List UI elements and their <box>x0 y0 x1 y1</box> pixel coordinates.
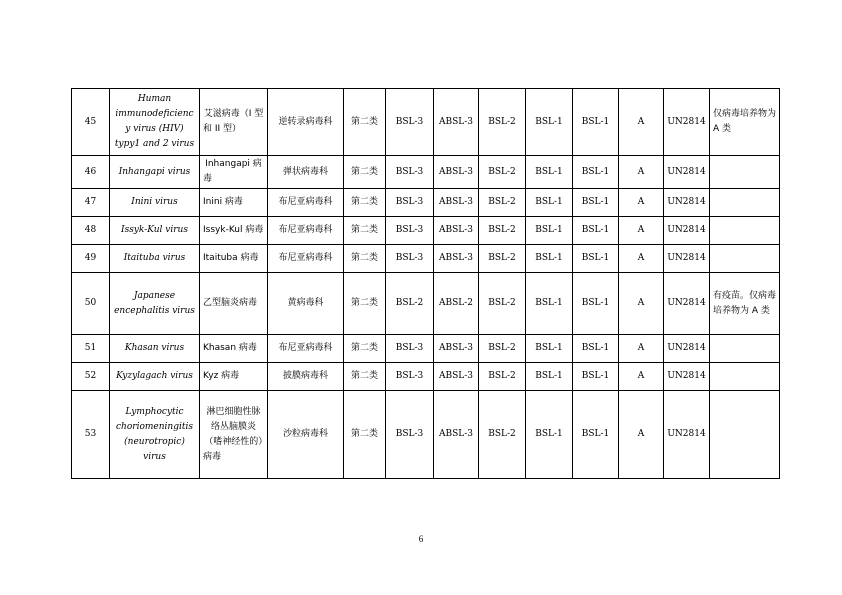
chinese-name-cell: Khasan 病毒 <box>200 335 268 363</box>
transport-category-cell: A <box>619 217 664 245</box>
animal-lab-level-cell: ABSL-3 <box>434 217 479 245</box>
transport-category-cell: A <box>619 245 664 273</box>
virus-family-cell: 布尼亚病毒科 <box>268 189 344 217</box>
lab-level-d-cell: BSL-1 <box>573 273 619 335</box>
lab-level-d-cell: BSL-1 <box>573 391 619 479</box>
lab-level-d-cell: BSL-1 <box>573 245 619 273</box>
lab-level-d-cell: BSL-1 <box>573 89 619 156</box>
row-number-cell: 51 <box>72 335 110 363</box>
table-row <box>72 335 780 363</box>
hazard-category-cell: 第二类 <box>344 391 386 479</box>
remarks-cell <box>710 335 780 363</box>
hazard-category-cell: 第二类 <box>344 273 386 335</box>
un-number-cell: UN2814 <box>664 391 710 479</box>
table-row <box>72 217 780 245</box>
lab-level-b-cell: BSL-2 <box>479 391 526 479</box>
row-number-cell: 48 <box>72 217 110 245</box>
table-row <box>72 273 780 335</box>
un-number-cell: UN2814 <box>664 156 710 189</box>
un-number-cell: UN2814 <box>664 335 710 363</box>
lab-level-a-cell: BSL-3 <box>386 363 434 391</box>
lab-level-b-cell: BSL-2 <box>479 335 526 363</box>
lab-level-c-cell: BSL-1 <box>526 156 573 189</box>
lab-level-b-cell: BSL-2 <box>479 189 526 217</box>
transport-category-cell: A <box>619 156 664 189</box>
lab-level-a-cell: BSL-3 <box>386 89 434 156</box>
lab-level-b-cell: BSL-2 <box>479 273 526 335</box>
lab-level-c-cell: BSL-1 <box>526 273 573 335</box>
lab-level-d-cell: BSL-1 <box>573 217 619 245</box>
lab-level-c-cell: BSL-1 <box>526 89 573 156</box>
un-number-cell: UN2814 <box>664 217 710 245</box>
virus-name-cell: Human immunodeficiency virus (HIV) typy1 and 2 virus <box>110 89 200 156</box>
animal-lab-level-cell: ABSL-3 <box>434 363 479 391</box>
lab-level-c-cell: BSL-1 <box>526 391 573 479</box>
row-number-cell: 52 <box>72 363 110 391</box>
lab-level-b-cell: BSL-2 <box>479 156 526 189</box>
transport-category-cell: A <box>619 89 664 156</box>
virus-family-cell: 黄病毒科 <box>268 273 344 335</box>
lab-level-d-cell: BSL-1 <box>573 335 619 363</box>
lab-level-b-cell: BSL-2 <box>479 363 526 391</box>
virus-family-cell: 布尼亚病毒科 <box>268 335 344 363</box>
lab-level-d-cell: BSL-1 <box>573 363 619 391</box>
virus-name-cell: Lymphocytic choriomeningitis (neurotropic) virus <box>110 391 200 479</box>
remarks-cell <box>710 156 780 189</box>
chinese-name-cell: 乙型脑炎病毒 <box>200 273 268 335</box>
animal-lab-level-cell: ABSL-3 <box>434 335 479 363</box>
remarks-cell <box>710 363 780 391</box>
lab-level-a-cell: BSL-3 <box>386 335 434 363</box>
table-row <box>72 391 780 479</box>
hazard-category-cell: 第二类 <box>344 363 386 391</box>
table-row <box>72 156 780 189</box>
row-number-cell: 49 <box>72 245 110 273</box>
lab-level-b-cell: BSL-2 <box>479 217 526 245</box>
row-number-cell: 45 <box>72 89 110 156</box>
un-number-cell: UN2814 <box>664 189 710 217</box>
hazard-category-cell: 第二类 <box>344 217 386 245</box>
lab-level-c-cell: BSL-1 <box>526 245 573 273</box>
chinese-name-cell: Inini 病毒 <box>200 189 268 217</box>
animal-lab-level-cell: ABSL-3 <box>434 89 479 156</box>
virus-family-cell: 弹状病毒科 <box>268 156 344 189</box>
hazard-category-cell: 第二类 <box>344 189 386 217</box>
un-number-cell: UN2814 <box>664 363 710 391</box>
hazard-category-cell: 第二类 <box>344 245 386 273</box>
row-number-cell: 53 <box>72 391 110 479</box>
lab-level-c-cell: BSL-1 <box>526 217 573 245</box>
hazard-category-cell: 第二类 <box>344 89 386 156</box>
transport-category-cell: A <box>619 189 664 217</box>
chinese-name-cell: 艾滋病毒（I 型和 II 型） <box>200 89 268 156</box>
virus-name-cell: Inini virus <box>110 189 200 217</box>
table-row <box>72 363 780 391</box>
animal-lab-level-cell: ABSL-3 <box>434 156 479 189</box>
lab-level-a-cell: BSL-3 <box>386 217 434 245</box>
virus-family-cell: 布尼亚病毒科 <box>268 245 344 273</box>
virus-name-cell: Inhangapi virus <box>110 156 200 189</box>
lab-level-d-cell: BSL-1 <box>573 156 619 189</box>
animal-lab-level-cell: ABSL-3 <box>434 391 479 479</box>
hazard-category-cell: 第二类 <box>344 335 386 363</box>
table-row <box>72 189 780 217</box>
chinese-name-cell: Inhangapi 病毒 <box>200 156 268 189</box>
chinese-name-cell: Kyz 病毒 <box>200 363 268 391</box>
lab-level-a-cell: BSL-3 <box>386 189 434 217</box>
virus-family-cell: 沙粒病毒科 <box>268 391 344 479</box>
hazard-category-cell: 第二类 <box>344 156 386 189</box>
virus-name-cell: Japanese encephalitis virus <box>110 273 200 335</box>
transport-category-cell: A <box>619 363 664 391</box>
virus-family-cell: 布尼亚病毒科 <box>268 217 344 245</box>
virus-classification-table <box>71 88 780 479</box>
lab-level-a-cell: BSL-3 <box>386 156 434 189</box>
lab-level-b-cell: BSL-2 <box>479 89 526 156</box>
animal-lab-level-cell: ABSL-3 <box>434 189 479 217</box>
lab-level-c-cell: BSL-1 <box>526 363 573 391</box>
virus-name-cell: Kyzylagach virus <box>110 363 200 391</box>
virus-family-cell: 逆转录病毒科 <box>268 89 344 156</box>
virus-name-cell: Issyk-Kul virus <box>110 217 200 245</box>
lab-level-c-cell: BSL-1 <box>526 189 573 217</box>
row-number-cell: 47 <box>72 189 110 217</box>
lab-level-d-cell: BSL-1 <box>573 189 619 217</box>
animal-lab-level-cell: ABSL-3 <box>434 245 479 273</box>
table-row <box>72 89 780 156</box>
virus-family-cell: 披膜病毒科 <box>268 363 344 391</box>
remarks-cell <box>710 217 780 245</box>
lab-level-a-cell: BSL-3 <box>386 245 434 273</box>
remarks-cell <box>710 245 780 273</box>
un-number-cell: UN2814 <box>664 89 710 156</box>
chinese-name-cell: 淋巴细胞性脉络丛脑膜炎（嗜神经性的）病毒 <box>200 391 268 479</box>
virus-name-cell: Itaituba virus <box>110 245 200 273</box>
lab-level-c-cell: BSL-1 <box>526 335 573 363</box>
chinese-name-cell: Issyk-Kul 病毒 <box>200 217 268 245</box>
page-number: 6 <box>418 534 424 544</box>
remarks-cell <box>710 391 780 479</box>
lab-level-a-cell: BSL-3 <box>386 391 434 479</box>
animal-lab-level-cell: ABSL-2 <box>434 273 479 335</box>
un-number-cell: UN2814 <box>664 273 710 335</box>
lab-level-a-cell: BSL-2 <box>386 273 434 335</box>
transport-category-cell: A <box>619 335 664 363</box>
virus-name-cell: Khasan virus <box>110 335 200 363</box>
table-row <box>72 245 780 273</box>
row-number-cell: 50 <box>72 273 110 335</box>
un-number-cell: UN2814 <box>664 245 710 273</box>
transport-category-cell: A <box>619 391 664 479</box>
lab-level-b-cell: BSL-2 <box>479 245 526 273</box>
remarks-cell <box>710 189 780 217</box>
remarks-cell: 仅病毒培养物为 A 类 <box>710 89 780 156</box>
remarks-cell: 有疫苗。仅病毒培养物为 A 类 <box>710 273 780 335</box>
chinese-name-cell: Itaituba 病毒 <box>200 245 268 273</box>
row-number-cell: 46 <box>72 156 110 189</box>
transport-category-cell: A <box>619 273 664 335</box>
